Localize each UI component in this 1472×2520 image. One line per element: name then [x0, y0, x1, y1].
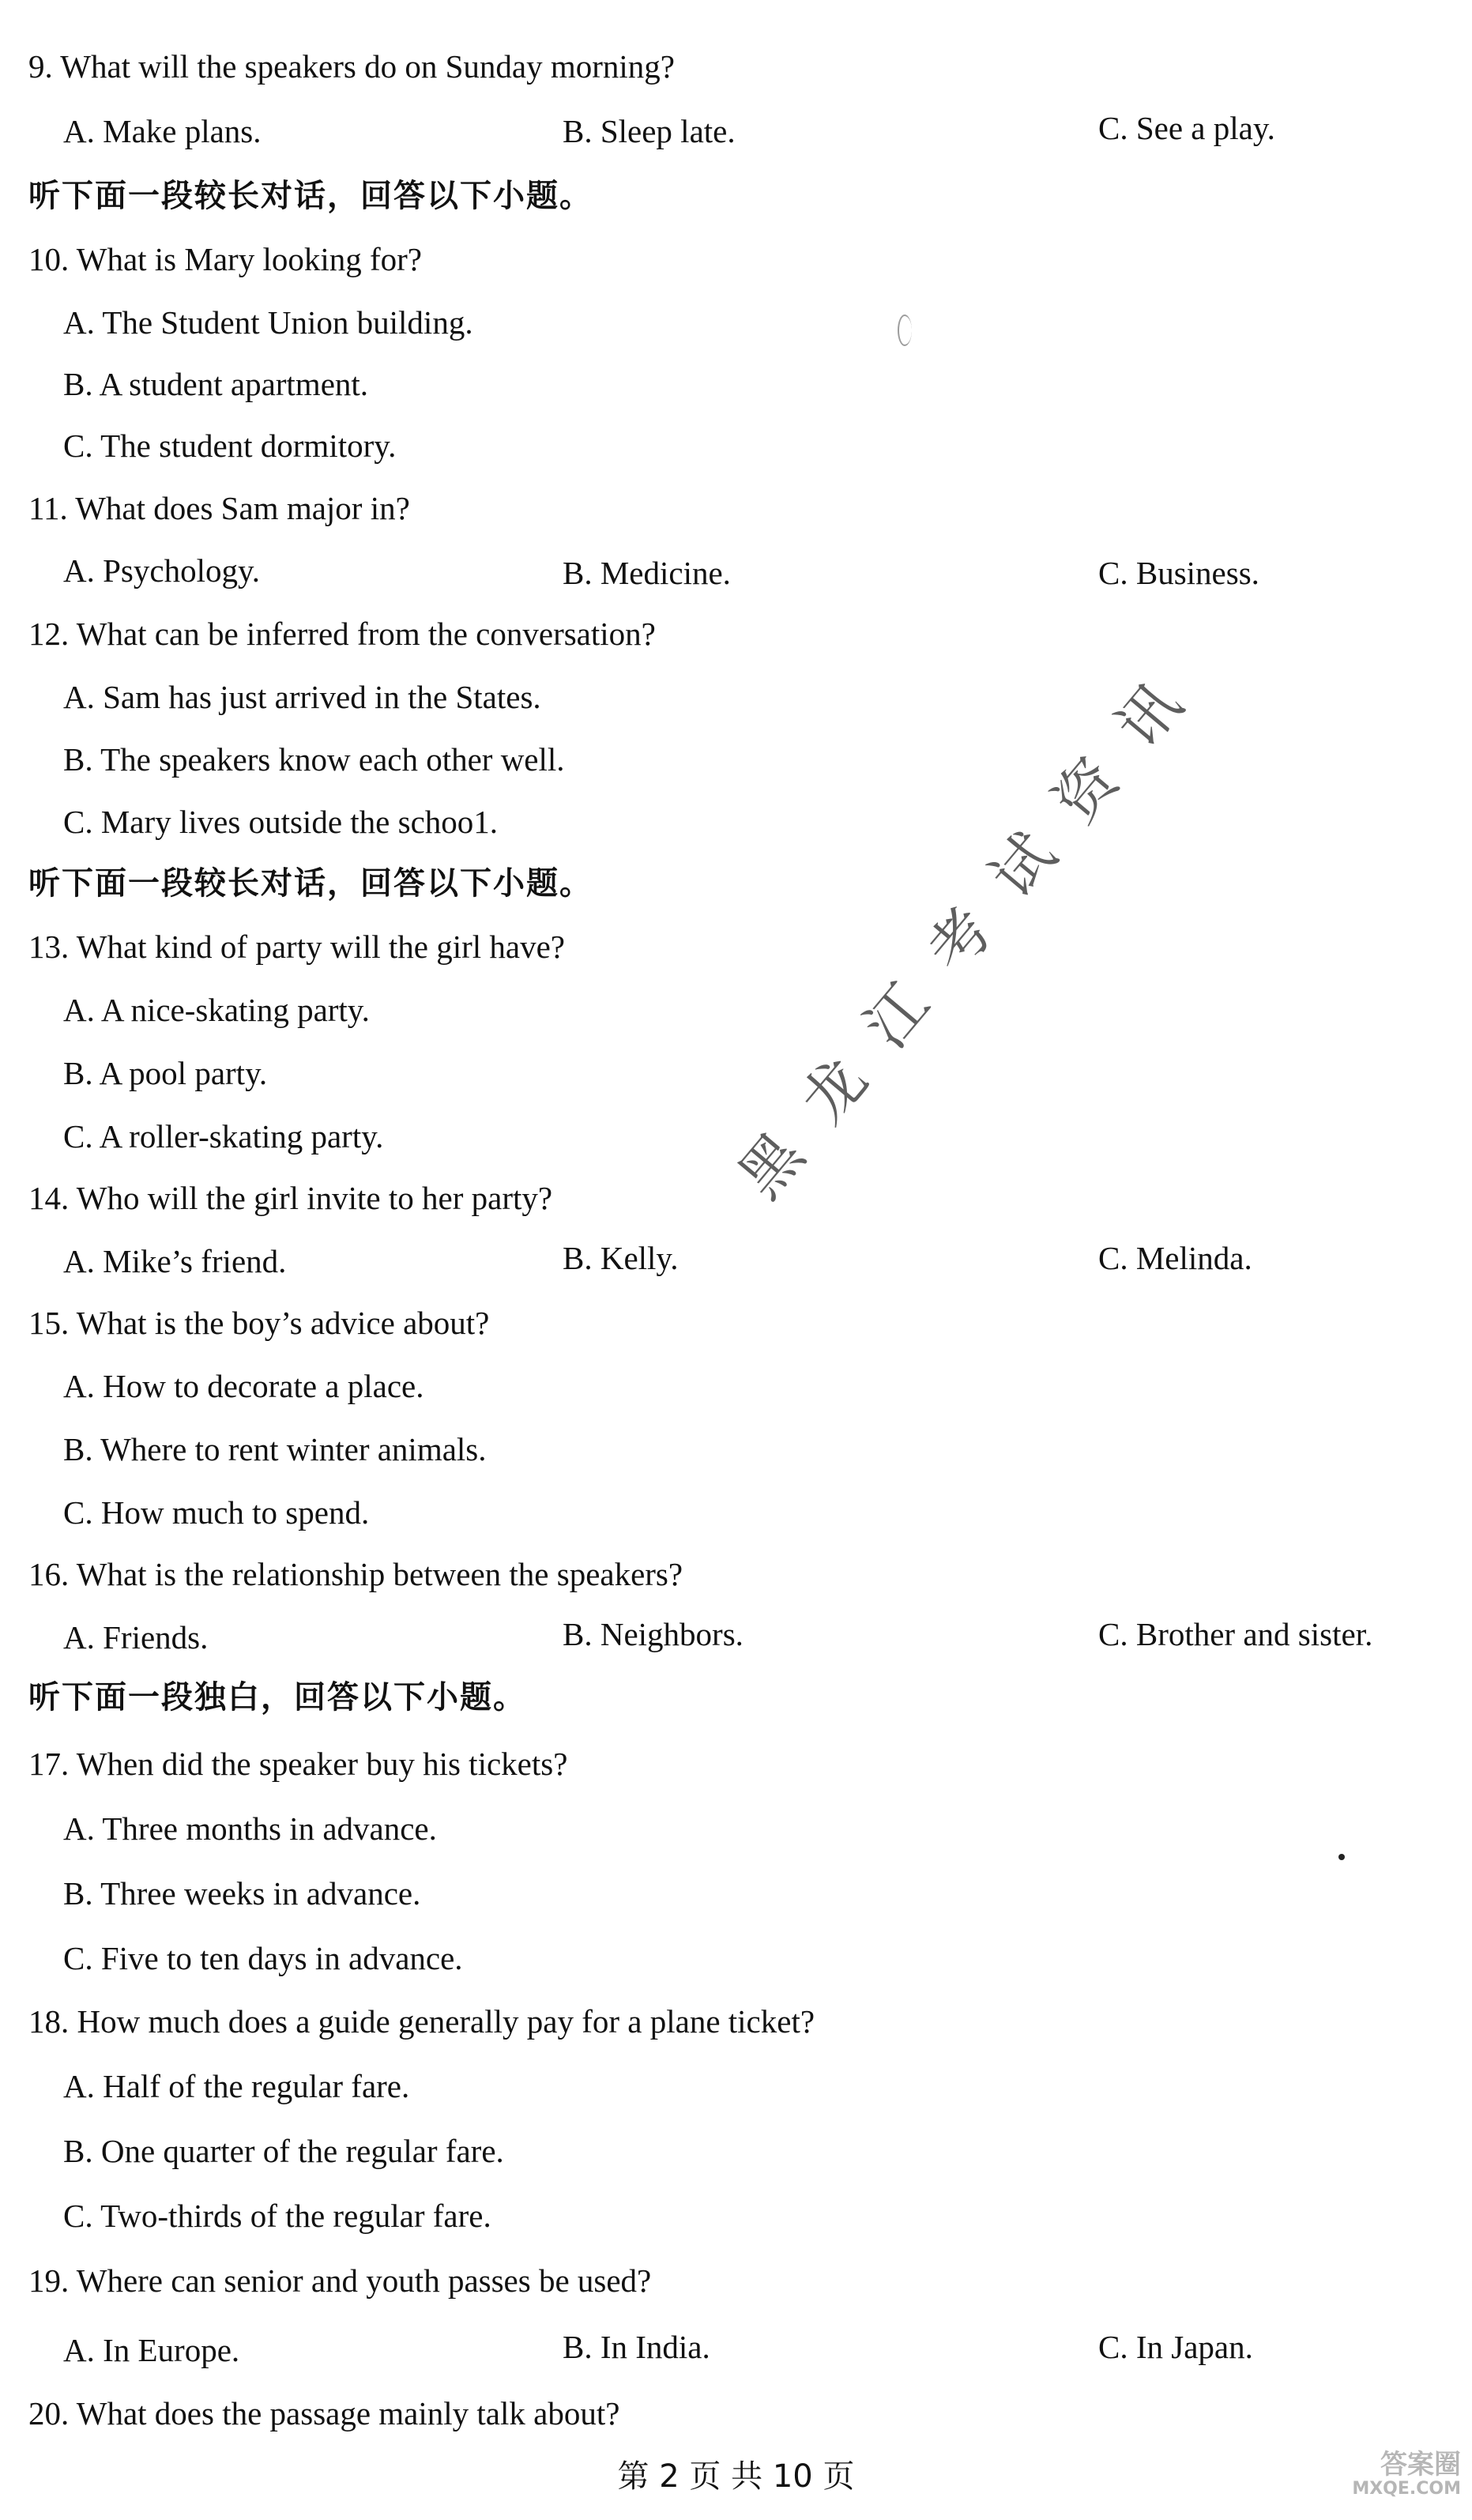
scan-speck	[1338, 1854, 1345, 1860]
q17-option-c: C. Five to ten days in advance.	[63, 1940, 463, 1976]
q14-option-c: C. Melinda.	[1098, 1240, 1252, 1276]
q13-option-c: C. A roller-skating party.	[63, 1118, 384, 1155]
page-number-footer: 第 2 页 共 10 页	[617, 2458, 855, 2495]
q12-option-b: B. The speakers know each other well.	[63, 741, 565, 778]
q10-option-c: C. The student dormitory.	[63, 428, 397, 464]
q10-option-a: A. The Student Union building.	[63, 304, 473, 341]
question-19: 19. Where can senior and youth passes be used?	[28, 2262, 652, 2299]
q16-option-c: C. Brother and sister.	[1098, 1616, 1373, 1652]
q19-option-b: B. In India.	[563, 2329, 710, 2365]
q11-option-c: C. Business.	[1098, 555, 1259, 591]
question-11: 11. What does Sam major in?	[28, 490, 410, 526]
question-16: 16. What is the relationship between the speakers?	[28, 1556, 683, 1592]
q18-option-b: B. One quarter of the regular fare.	[63, 2133, 504, 2169]
q10-option-b: B. A student apartment.	[63, 366, 369, 402]
q15-option-a: A. How to decorate a place.	[63, 1368, 424, 1404]
q9-option-a: A. Make plans.	[63, 113, 262, 149]
q11-option-b: B. Medicine.	[563, 555, 731, 591]
q17-option-a: A. Three months in advance.	[63, 1810, 437, 1847]
q11-option-a: A. Psychology.	[63, 552, 261, 589]
q14-option-a: A. Mike’s friend.	[63, 1243, 287, 1279]
q15-option-b: B. Where to rent winter animals.	[63, 1431, 487, 1467]
q16-option-b: B. Neighbors.	[563, 1616, 744, 1652]
question-13: 13. What kind of party will the girl have?	[28, 929, 565, 965]
q9-option-c: C. See a play.	[1098, 110, 1275, 146]
scan-mark	[898, 315, 912, 346]
q18-option-c: C. Two-thirds of the regular fare.	[63, 2198, 491, 2234]
q14-option-b: B. Kelly.	[563, 1240, 679, 1276]
q19-option-c: C. In Japan.	[1098, 2329, 1253, 2365]
question-10: 10. What is Mary looking for?	[28, 241, 422, 277]
question-9: 9. What will the speakers do on Sunday morning?	[28, 48, 675, 85]
q13-option-b: B. A pool party.	[63, 1055, 268, 1091]
q9-option-b: B. Sleep late.	[563, 113, 736, 149]
q18-option-a: A. Half of the regular fare.	[63, 2068, 410, 2104]
question-17: 17. When did the speaker buy his tickets?	[28, 1746, 568, 1782]
question-14: 14. Who will the girl invite to her party?	[28, 1180, 553, 1216]
q12-option-a: A. Sam has just arrived in the States.	[63, 679, 541, 715]
question-20: 20. What does the passage mainly talk about?	[28, 2395, 620, 2431]
question-12: 12. What can be inferred from the conversation?	[28, 616, 656, 652]
q13-option-a: A. A nice-skating party.	[63, 992, 370, 1028]
q19-option-a: A. In Europe.	[63, 2332, 240, 2368]
section-heading-1: 听下面一段较长对话，回答以下小题。	[28, 178, 593, 214]
question-15: 15. What is the boy’s advice about?	[28, 1305, 490, 1341]
question-18: 18. How much does a guide generally pay for a plane ticket?	[28, 2003, 815, 2040]
q17-option-b: B. Three weeks in advance.	[63, 1875, 421, 1912]
q15-option-c: C. How much to spend.	[63, 1494, 370, 1531]
section-heading-3: 听下面一段独白，回答以下小题。	[28, 1679, 526, 1716]
watermark-text: 黑龙江考试资讯	[725, 640, 1220, 1211]
q16-option-a: A. Friends.	[63, 1619, 209, 1656]
section-heading-2: 听下面一段较长对话，回答以下小题。	[28, 865, 593, 902]
corner-logo-line1: 答案圈	[1380, 2449, 1461, 2480]
corner-logo	[1352, 2451, 1461, 2498]
corner-logo-line2: MXQE.COM	[1352, 2478, 1461, 2499]
q12-option-c: C. Mary lives outside the schoo1.	[63, 804, 499, 840]
